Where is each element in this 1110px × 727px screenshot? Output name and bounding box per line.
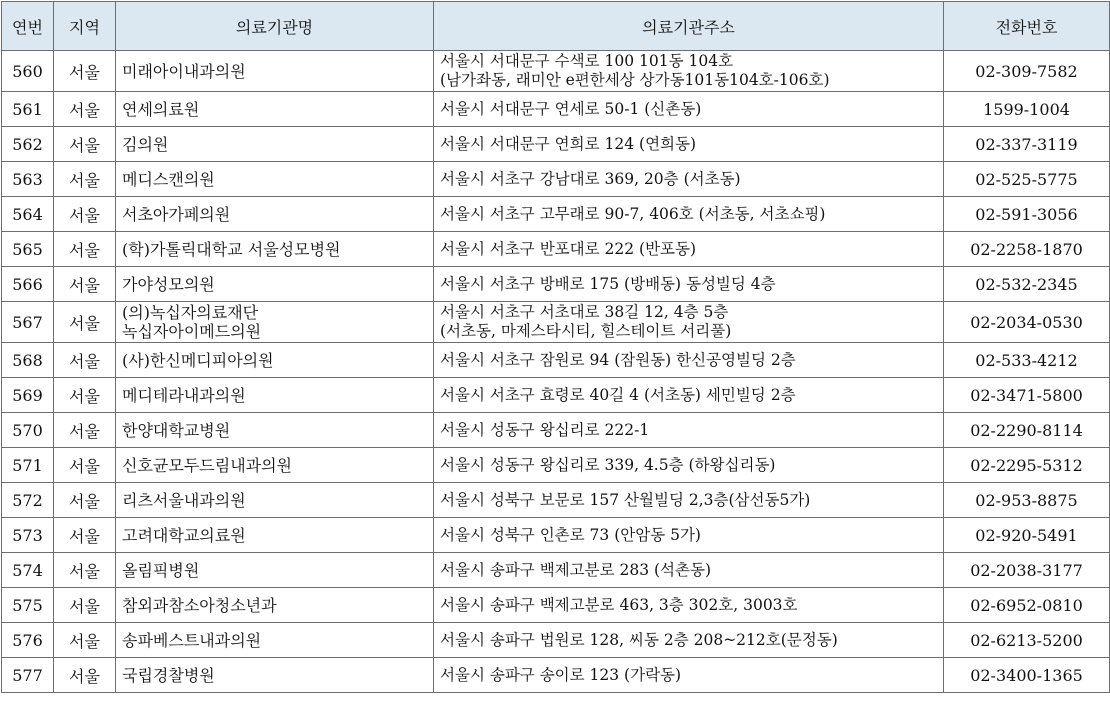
table-row [2, 623, 1110, 658]
name-line: (사)한신메디피아의원 [122, 350, 274, 370]
cell-address [434, 448, 944, 483]
table-row [2, 378, 1110, 413]
cell-phone: 02-2295-5312 [944, 448, 1110, 483]
cell-name [116, 51, 434, 92]
cell-address [434, 51, 944, 92]
address-line: 서울시 송파구 송이로 123 (가락동) [440, 665, 682, 684]
address-line: 서울시 서초구 효령로 40길 4 (서초동) 세민빌딩 2층 [440, 385, 796, 404]
address-line: 서울시 서초구 잠원로 94 (잠원동) 한신공영빌딩 2층 [440, 350, 796, 369]
cell-name [116, 127, 434, 162]
cell-region: 서울 [54, 658, 116, 693]
cell-region: 서울 [54, 232, 116, 267]
cell-phone: 02-2290-8114 [944, 413, 1110, 448]
name-line: (학)가톨릭대학교 서울성모병원 [122, 239, 341, 259]
cell-phone: 1599-1004 [944, 92, 1110, 127]
table-row [2, 413, 1110, 448]
cell-num: 576 [2, 623, 54, 658]
table-body [2, 51, 1110, 693]
table-row [2, 658, 1110, 693]
cell-phone: 02-3471-5800 [944, 378, 1110, 413]
table-row [2, 518, 1110, 553]
cell-num: 572 [2, 483, 54, 518]
cell-num: 571 [2, 448, 54, 483]
cell-name [116, 197, 434, 232]
cell-region: 서울 [54, 588, 116, 623]
cell-address [434, 553, 944, 588]
table-row [2, 197, 1110, 232]
cell-region: 서울 [54, 197, 116, 232]
cell-name [116, 553, 434, 588]
address-line: (남가좌동, 래미안 e편한세상 상가동101동104호-106호) [440, 71, 830, 89]
table-row [2, 232, 1110, 267]
cell-region: 서울 [54, 553, 116, 588]
cell-region: 서울 [54, 162, 116, 197]
cell-region: 서울 [54, 483, 116, 518]
cell-address [434, 232, 944, 267]
address-line: (서초동, 마제스타시티, 힐스테이트 서리풀) [440, 322, 732, 340]
cell-phone: 02-2038-3177 [944, 553, 1110, 588]
address-line: 서울시 송파구 백제고분로 463, 3층 302호, 3003호 [440, 595, 798, 614]
name-line: 가야성모의원 [122, 274, 215, 294]
cell-num: 575 [2, 588, 54, 623]
cell-name [116, 413, 434, 448]
name-line: 참외과참소아청소년과 [122, 595, 277, 615]
cell-phone: 02-953-8875 [944, 483, 1110, 518]
address-line: 서울시 서초구 반포대로 222 (반포동) [440, 239, 697, 258]
cell-address [434, 623, 944, 658]
table-row [2, 92, 1110, 127]
cell-region: 서울 [54, 448, 116, 483]
address-line: 서울시 서대문구 수색로 100 101동 104호 [440, 52, 734, 70]
cell-address [434, 343, 944, 378]
cell-address [434, 127, 944, 162]
address-line: 서울시 서대문구 연희로 124 (연희동) [440, 134, 697, 153]
cell-region: 서울 [54, 413, 116, 448]
header-num: 연번 [2, 2, 54, 51]
cell-name [116, 448, 434, 483]
table-row [2, 302, 1110, 343]
table-row [2, 343, 1110, 378]
hospital-table [1, 1, 1110, 693]
name-line: 국립경찰병원 [122, 665, 215, 685]
name-line: 고려대학교의료원 [122, 525, 246, 545]
name-line: 한양대학교병원 [122, 420, 231, 440]
cell-name [116, 483, 434, 518]
cell-num: 565 [2, 232, 54, 267]
address-line: 서울시 성동구 왕십리로 222-1 [440, 420, 650, 439]
cell-name [116, 378, 434, 413]
cell-phone: 02-532-2345 [944, 267, 1110, 302]
header-phone: 전화번호 [944, 2, 1110, 51]
cell-phone: 02-591-3056 [944, 197, 1110, 232]
cell-name [116, 302, 434, 343]
cell-region: 서울 [54, 127, 116, 162]
cell-name [116, 267, 434, 302]
table-row [2, 448, 1110, 483]
cell-num: 562 [2, 127, 54, 162]
cell-address [434, 302, 944, 343]
cell-num: 566 [2, 267, 54, 302]
address-line: 서울시 서초구 서초대로 38길 12, 4층 5층 [440, 303, 729, 321]
cell-address [434, 378, 944, 413]
name-line: 미래아이내과의원 [122, 61, 246, 81]
cell-address [434, 197, 944, 232]
header-address: 의료기관주소 [434, 2, 944, 51]
cell-phone: 02-533-4212 [944, 343, 1110, 378]
cell-phone: 02-6213-5200 [944, 623, 1110, 658]
cell-phone: 02-2034-0530 [944, 302, 1110, 343]
cell-region: 서울 [54, 623, 116, 658]
cell-num: 574 [2, 553, 54, 588]
cell-name [116, 623, 434, 658]
table-row [2, 267, 1110, 302]
cell-num: 563 [2, 162, 54, 197]
cell-region: 서울 [54, 267, 116, 302]
cell-phone: 02-920-5491 [944, 518, 1110, 553]
name-line: 신호균모두드림내과의원 [122, 455, 293, 475]
cell-num: 577 [2, 658, 54, 693]
name-line: 녹십자아이메드의원 [122, 322, 262, 341]
cell-name [116, 162, 434, 197]
table-row [2, 483, 1110, 518]
table-row [2, 162, 1110, 197]
cell-region: 서울 [54, 518, 116, 553]
cell-num: 569 [2, 378, 54, 413]
cell-name [116, 232, 434, 267]
cell-name [116, 92, 434, 127]
cell-name [116, 658, 434, 693]
cell-phone: 02-525-5775 [944, 162, 1110, 197]
address-line: 서울시 송파구 백제고분로 283 (석촌동) [440, 560, 712, 579]
cell-address [434, 267, 944, 302]
header-row [2, 2, 1110, 51]
address-line: 서울시 성북구 인촌로 73 (안암동 5가) [440, 525, 701, 544]
address-line: 서울시 송파구 법원로 128, 씨동 2층 208~212호(문정동) [440, 630, 838, 649]
name-line: 리츠서울내과의원 [122, 490, 246, 510]
address-line: 서울시 서초구 방배로 175 (방배동) 동성빌딩 4층 [440, 274, 776, 293]
cell-address [434, 92, 944, 127]
name-line: 김의원 [122, 134, 169, 154]
table-row [2, 553, 1110, 588]
name-line: 올림픽병원 [122, 560, 200, 580]
cell-num: 573 [2, 518, 54, 553]
cell-phone: 02-337-3119 [944, 127, 1110, 162]
cell-phone: 02-309-7582 [944, 51, 1110, 92]
cell-address [434, 588, 944, 623]
table-row [2, 127, 1110, 162]
address-line: 서울시 성동구 왕십리로 339, 4.5층 (하왕십리동) [440, 455, 776, 474]
cell-region: 서울 [54, 51, 116, 92]
cell-phone: 02-2258-1870 [944, 232, 1110, 267]
header-region: 지역 [54, 2, 116, 51]
address-line: 서울시 서대문구 연세로 50-1 (신촌동) [440, 99, 702, 118]
cell-num: 560 [2, 51, 54, 92]
cell-name [116, 343, 434, 378]
cell-address [434, 483, 944, 518]
address-line: 서울시 서초구 강남대로 369, 20층 (서초동) [440, 169, 741, 188]
name-line: 메디스캔의원 [122, 169, 215, 189]
cell-region: 서울 [54, 92, 116, 127]
cell-address [434, 162, 944, 197]
cell-num: 564 [2, 197, 54, 232]
cell-num: 570 [2, 413, 54, 448]
name-line: 메디테라내과의원 [122, 385, 246, 405]
cell-region: 서울 [54, 378, 116, 413]
cell-region: 서울 [54, 302, 116, 343]
name-line: 송파베스트내과의원 [122, 630, 262, 650]
header-name: 의료기관명 [116, 2, 434, 51]
table-row [2, 51, 1110, 92]
cell-phone: 02-3400-1365 [944, 658, 1110, 693]
cell-region: 서울 [54, 343, 116, 378]
cell-name [116, 588, 434, 623]
cell-name [116, 518, 434, 553]
cell-phone: 02-6952-0810 [944, 588, 1110, 623]
name-line: 연세의료원 [122, 99, 200, 119]
address-line: 서울시 서초구 고무래로 90-7, 406호 (서초동, 서초쇼핑) [440, 204, 826, 223]
cell-address [434, 518, 944, 553]
cell-num: 561 [2, 92, 54, 127]
address-line: 서울시 성북구 보문로 157 산월빌딩 2,3층(삼선동5가) [440, 490, 811, 509]
cell-address [434, 413, 944, 448]
table-row [2, 588, 1110, 623]
name-line: (의)녹십자의료재단 [122, 303, 259, 322]
cell-num: 567 [2, 302, 54, 343]
cell-num: 568 [2, 343, 54, 378]
cell-address [434, 658, 944, 693]
table-header [2, 2, 1110, 51]
name-line: 서초아가페의원 [122, 204, 231, 224]
